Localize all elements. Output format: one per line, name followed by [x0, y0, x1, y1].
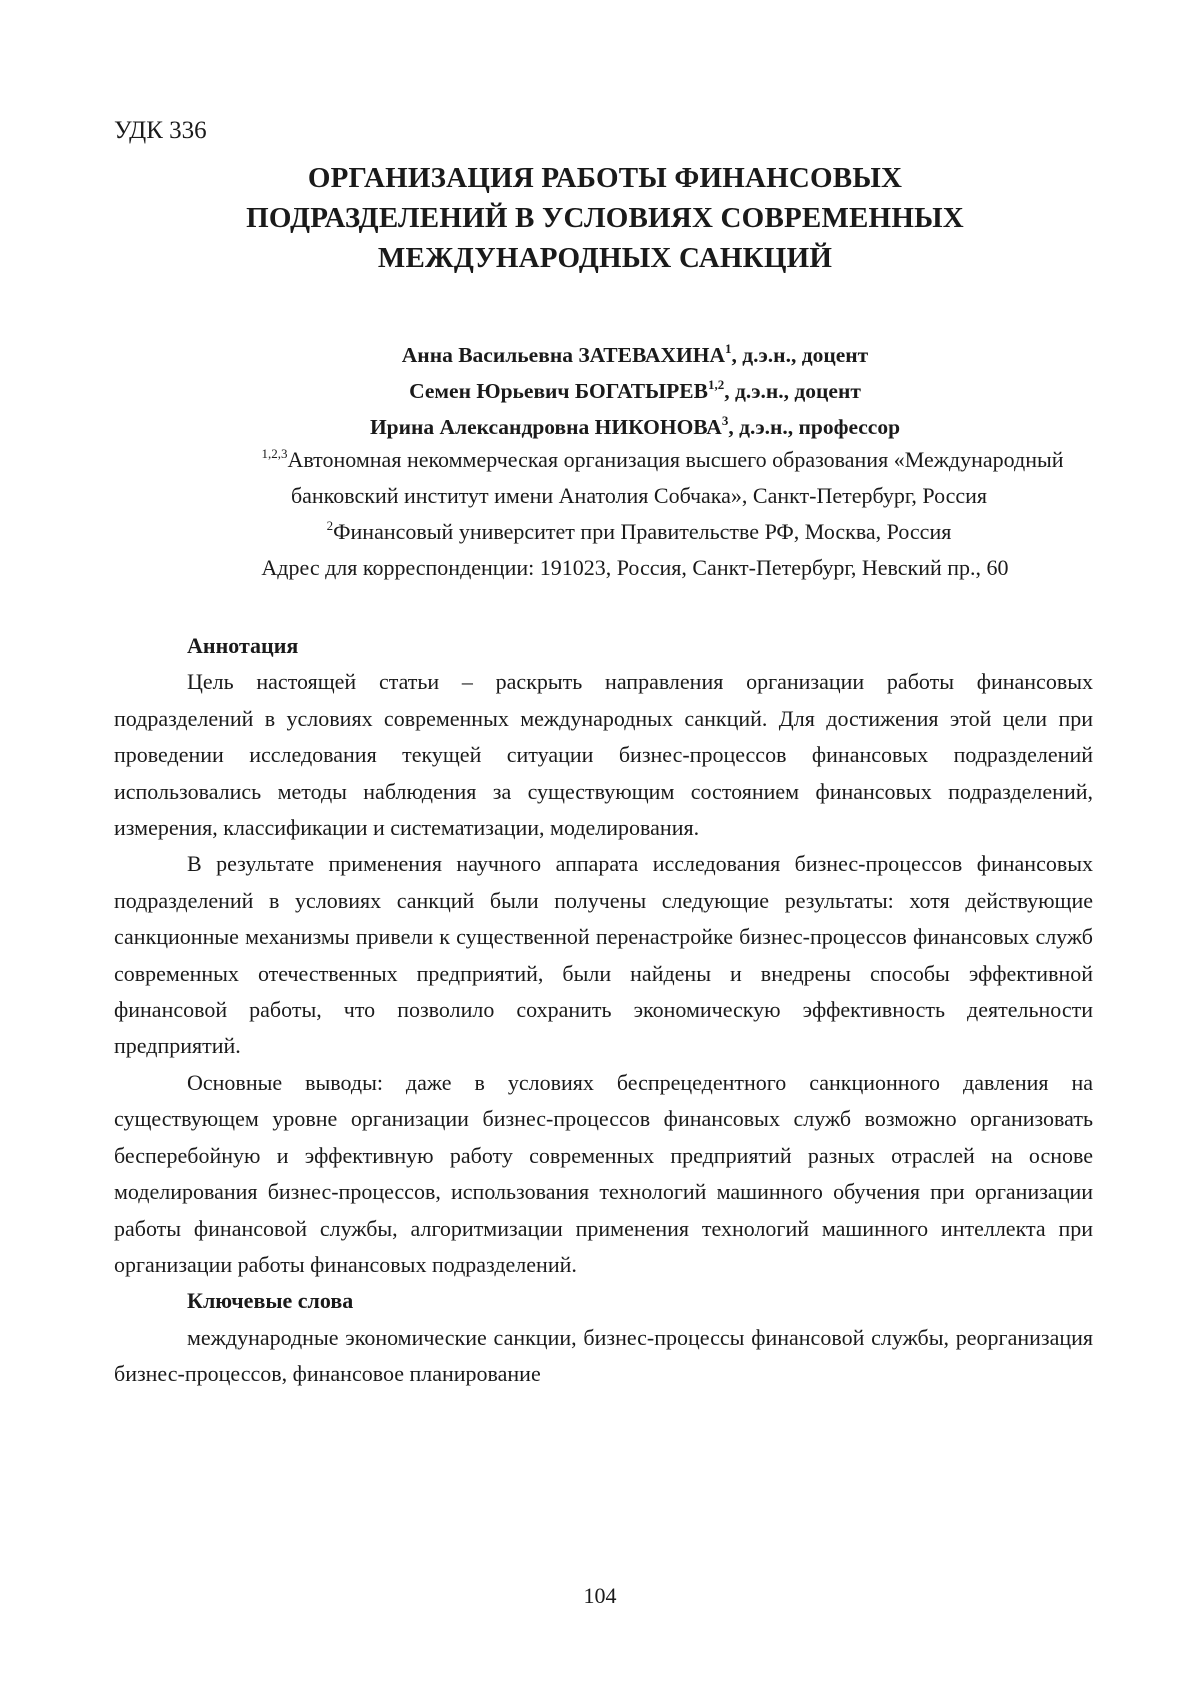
affiliation-mark: 2: [326, 518, 334, 533]
author-affiliation-mark: 3: [721, 413, 729, 428]
author-degree: , д.э.н., профессор: [728, 415, 901, 439]
affiliation-text: Финансовый университет при Правительстве РФ, Москва, Россия: [333, 519, 952, 544]
title-line: ПОДРАЗДЕЛЕНИЙ В УСЛОВИЯХ СОВРЕМЕННЫХ: [246, 202, 964, 234]
author-line: [200, 373, 1070, 409]
affiliation-mark: 1,2,3: [261, 446, 288, 461]
page-number: 104: [583, 1583, 617, 1608]
author-line: [200, 409, 1070, 445]
abstract-heading: Аннотация: [187, 633, 299, 658]
abstract-paragraph: Основные выводы: даже в условиях беспрецедентного санкционного давления на существующем уровне организации бизнес-процессов финансовых служб возможно организовать бесперебойную и эффективную работу современных предприятий разных отраслей на основе моделирования бизнес-процессов, использования технологий машинного обучения при организации работы финансовой службы, алгоритмизации применения технологий машинного интеллекта при организации работы финансовых подразделений.: [114, 1069, 1093, 1277]
title-line: МЕЖДУНАРОДНЫХ САНКЦИЙ: [377, 242, 833, 274]
author-degree: , д.э.н., доцент: [724, 379, 861, 403]
author-line: [200, 337, 1070, 373]
author-name: Анна Васильевна ЗАТЕВАХИНА: [401, 343, 726, 367]
author-degree: , д.э.н., доцент: [731, 343, 869, 367]
affiliation-line: [170, 442, 1100, 478]
affiliations-block: [170, 442, 1100, 586]
keywords-heading: Ключевые слова: [187, 1288, 354, 1314]
author-affiliation-mark: 1: [725, 341, 732, 356]
authors-block: [200, 337, 1070, 445]
affiliation-line: банковский институт имени Анатолия Собчака», Санкт-Петербург, Россия: [290, 483, 988, 508]
author-name: Ирина Александровна НИКОНОВА: [369, 415, 722, 439]
udk-code: УДК 336: [114, 117, 207, 144]
title-line: ОРГАНИЗАЦИЯ РАБОТЫ ФИНАНСОВЫХ: [307, 162, 903, 194]
abstract-paragraph: В результате применения научного аппарата исследования бизнес-процессов финансовых подразделений в условиях санкций были получены следующие результаты: хотя действующие санкционные механизмы привели к существенной перенастройке бизнес-процессов финансовых служб современных отечественных предприятий, были найдены и внедрены способы эффективной финансовой работы, что позволило сохранить экономическую эффективность деятельности предприятий.: [114, 851, 1093, 1059]
abstract-paragraph: Цель настоящей статьи – раскрыть направления организации работы финансовых подразделений в условиях современных международных санкций. Для достижения этой цели при проведении исследования текущей ситуации бизнес-процессов финансовых подразделений использовались методы наблюдения за существующим состоянием финансовых подразделений, измерения, классификации и систематизации, моделирования.: [114, 669, 1093, 841]
article-title: [140, 158, 1070, 278]
author-affiliation-mark: 1,2: [707, 377, 725, 392]
keywords-text: международные экономические санкции, бизнес-процессы финансовой службы, реорганизация бизнес-процессов, финансовое планирование: [114, 1324, 1093, 1387]
author-name: Семен Юрьевич БОГАТЫРЕВ: [409, 379, 708, 403]
correspondence-address: Адрес для корреспонденции: 191023, Россия, Санкт-Петербург, Невский пр., 60: [261, 555, 1009, 580]
abstract-section: [114, 628, 1093, 1393]
affiliation-text: Автономная некоммерческая организация высшего образования «Международный: [287, 447, 1064, 472]
affiliation-line: [170, 514, 1100, 550]
